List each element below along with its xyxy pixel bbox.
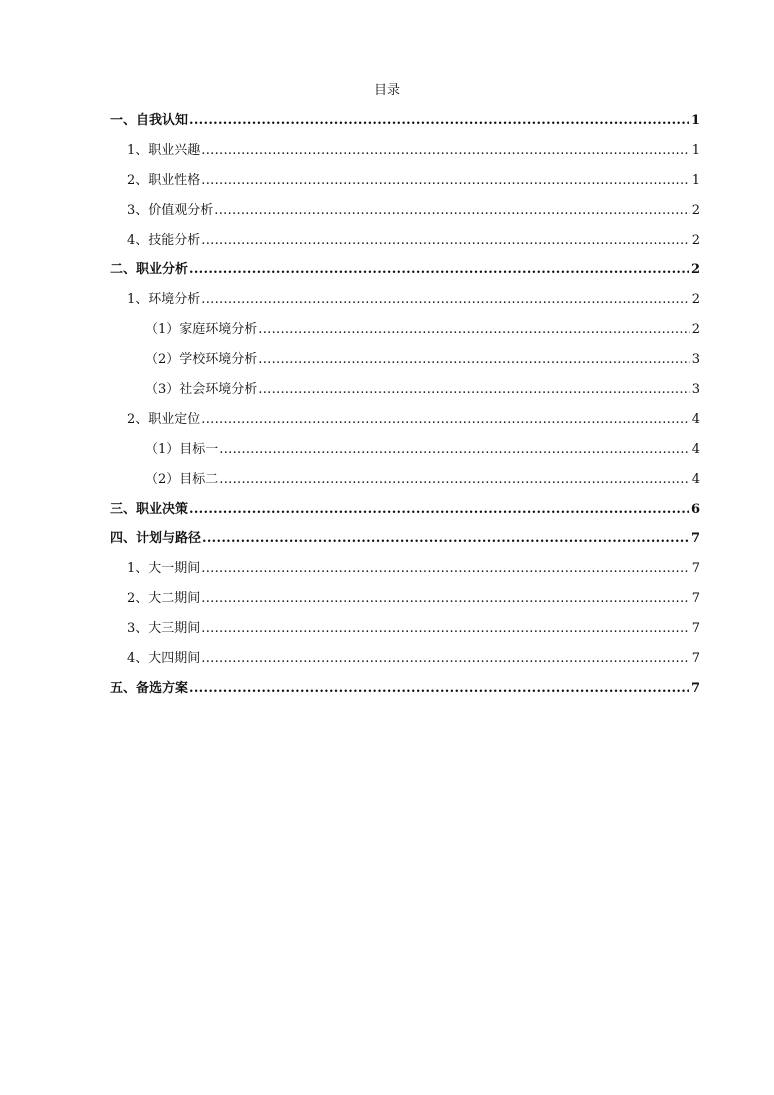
toc-entry-label: 4、技能分析	[127, 232, 201, 248]
toc-title: 目录	[373, 83, 400, 98]
toc-entry-page-number: 7	[690, 531, 700, 547]
toc-dot-leader	[189, 499, 689, 521]
toc-entry[interactable]	[110, 349, 700, 379]
toc-entry-label: 3、价值观分析	[127, 202, 214, 218]
toc-entry-label: 1、环境分析	[127, 292, 201, 308]
toc-dot-leader	[189, 259, 689, 281]
toc-entry-page-number: 1	[691, 172, 700, 188]
toc-entry[interactable]	[110, 230, 700, 260]
toc-dot-leader	[258, 349, 689, 371]
toc-entry-page-number: 7	[691, 561, 700, 577]
toc-entry-page-number: 2	[691, 202, 700, 218]
toc-entry-page-number: 3	[691, 352, 700, 368]
toc-dot-leader	[219, 469, 689, 491]
toc-entry[interactable]	[110, 379, 700, 409]
toc-dot-leader	[258, 379, 689, 401]
toc-dot-leader	[201, 289, 689, 311]
toc-dot-leader	[214, 200, 689, 222]
toc-entry-label: （2）目标二	[145, 471, 219, 487]
toc-entry[interactable]	[110, 558, 700, 588]
toc-entry-page-number: 7	[691, 651, 700, 667]
toc-entry-page-number: 7	[691, 591, 700, 607]
toc-entry-label: 2、职业性格	[127, 172, 201, 188]
toc-entry[interactable]	[110, 110, 700, 140]
toc-entry[interactable]	[110, 289, 700, 319]
toc-entry-page-number: 2	[691, 232, 700, 248]
toc-entry-page-number: 7	[691, 621, 700, 637]
toc-dot-leader	[201, 588, 689, 610]
toc-entry-page-number: 3	[691, 382, 700, 398]
toc-entry-label: （3）社会环境分析	[145, 382, 258, 398]
toc-entry-label: 五、备选方案	[110, 680, 189, 696]
toc-dot-leader	[201, 618, 689, 640]
toc-entry-page-number: 4	[691, 441, 700, 457]
toc-dot-leader	[189, 110, 689, 132]
toc-entry-page-number: 2	[691, 322, 700, 338]
toc-list	[110, 110, 700, 708]
toc-entry-label: 1、职业兴趣	[127, 142, 201, 158]
toc-entry-label: 3、大三期间	[127, 621, 201, 637]
toc-entry-label: （1）目标一	[145, 441, 219, 457]
toc-entry[interactable]	[110, 588, 700, 618]
toc-dot-leader	[189, 678, 689, 700]
toc-entry-label: 三、职业决策	[110, 501, 189, 517]
toc-entry[interactable]	[110, 648, 700, 678]
toc-entry-label: 1、大一期间	[127, 561, 201, 577]
toc-entry-page-number: 2	[691, 292, 700, 308]
toc-entry-page-number: 1	[690, 113, 700, 128]
toc-entry[interactable]	[110, 528, 700, 558]
toc-dot-leader	[201, 140, 689, 162]
toc-entry-page-number: 4	[691, 411, 700, 427]
toc-entry-label: 2、大二期间	[127, 591, 201, 607]
toc-dot-leader	[219, 439, 689, 461]
toc-entry[interactable]	[110, 618, 700, 648]
toc-dot-leader	[201, 170, 689, 192]
toc-dot-leader	[202, 528, 689, 550]
toc-entry[interactable]	[110, 259, 700, 289]
toc-entry-label: 2、职业定位	[127, 411, 201, 427]
toc-entry-label: 一、自我认知	[110, 113, 189, 128]
toc-entry[interactable]	[110, 499, 700, 529]
toc-entry-page-number: 1	[691, 142, 700, 158]
toc-entry[interactable]	[110, 469, 700, 499]
toc-entry[interactable]	[110, 409, 700, 439]
toc-entry[interactable]	[110, 678, 700, 708]
toc-entry-label: （2）学校环境分析	[145, 352, 258, 368]
toc-entry-page-number: 6	[690, 501, 700, 517]
toc-entry-page-number: 2	[690, 262, 700, 278]
toc-entry[interactable]	[110, 200, 700, 230]
toc-entry-page-number: 7	[690, 680, 700, 696]
toc-entry-label: （1）家庭环境分析	[145, 322, 258, 338]
toc-entry-label: 四、计划与路径	[110, 531, 202, 547]
toc-entry-label: 4、大四期间	[127, 651, 201, 667]
toc-dot-leader	[201, 648, 689, 670]
toc-entry[interactable]	[110, 140, 700, 170]
toc-dot-leader	[201, 409, 689, 431]
toc-entry-label: 二、职业分析	[110, 262, 189, 278]
toc-dot-leader	[201, 558, 689, 580]
toc-entry-page-number: 4	[691, 471, 700, 487]
toc-entry[interactable]	[110, 319, 700, 349]
toc-dot-leader	[201, 230, 689, 252]
toc-dot-leader	[258, 319, 689, 341]
toc-entry[interactable]	[110, 439, 700, 469]
toc-entry[interactable]	[110, 170, 700, 200]
